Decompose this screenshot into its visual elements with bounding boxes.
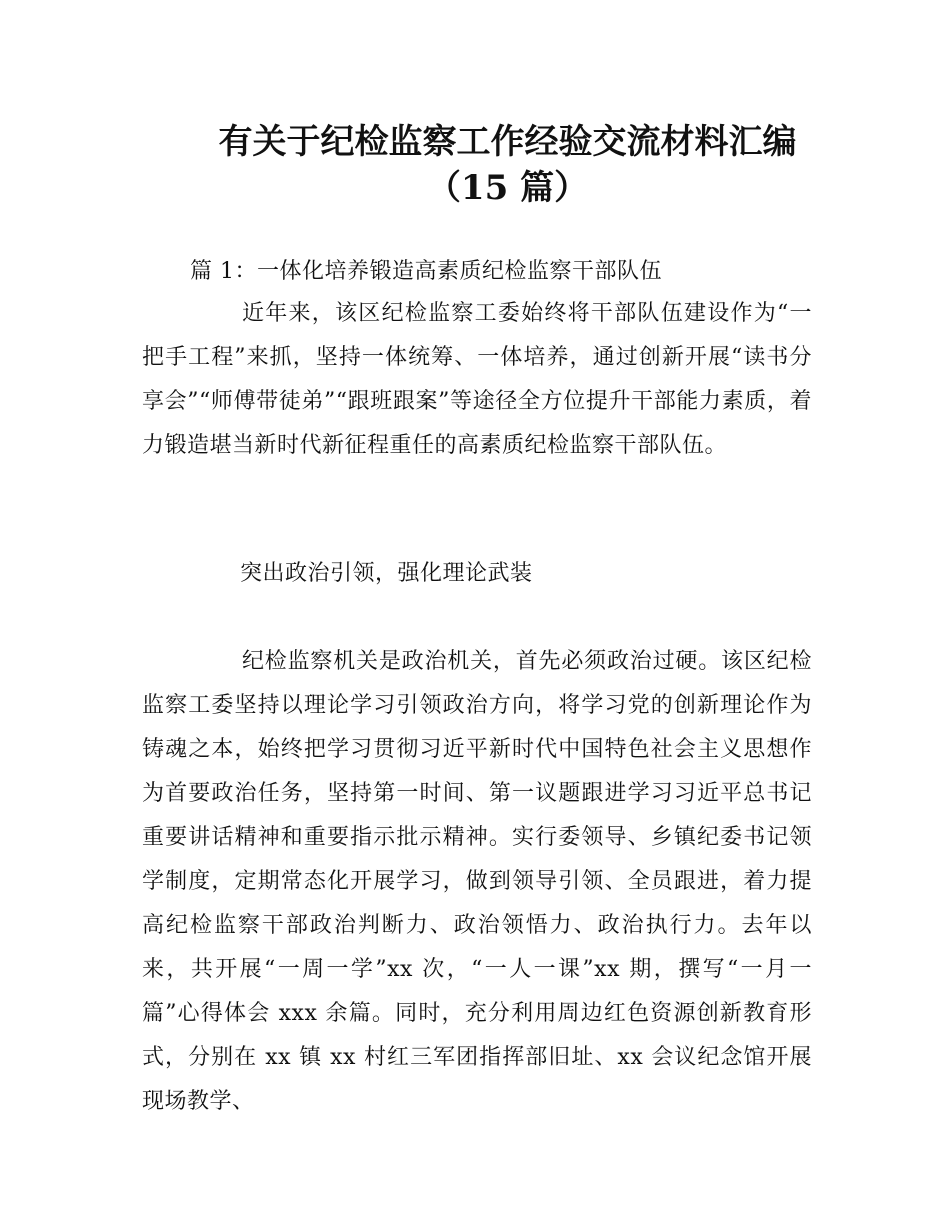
section-title: 篇 1：一体化培养锻造高素质纪检监察干部队伍 — [190, 259, 662, 284]
document-title: 有关于纪检监察工作经验交流材料汇编 — [218, 122, 797, 162]
subheading: 突出政治引领，强化理论武装 — [240, 561, 533, 586]
paragraph-intro: 近年来，该区纪检监察工委始终将干部队伍建设作为“一把手工程”来抓，坚持一体统筹、一体培养，通过创新开展“读书分享会”“师傅带徒弟”“跟班跟案”等途径全方位提升干部能力素质，着力锻造堪当新时代新征程重任的高素质纪检监察干部队伍。 — [142, 301, 812, 458]
paragraph-body: 纪检监察机关是政治机关，首先必须政治过硬。该区纪检监察工委坚持以理论学习引领政治方向，将学习党的创新理论作为铸魂之本，始终把学习贯彻习近平新时代中国特色社会主义思想作为首要政治任务，坚持第一时间、第一议题跟进学习习近平总书记重要讲话精神和重要指示批示精神。实行委领导、乡镇纪委书记领学制度，定期常态化开展学习，做到领导引领、全员跟进，着力提高纪检监察干部政治判断力、政治领悟力、政治执行力。去年以来，共开展“一周一学”xx 次，“一人一课”xx 期，撰写“一月一篇”心得体会 xxx 余篇。同时，充分利用周边红色资源创新教育形式，分别在 xx 镇 xx 村红三军团指挥部旧址、xx 会议纪念馆开展现场教学、 — [142, 649, 812, 1114]
document-title-count: （15 篇） — [426, 168, 589, 208]
